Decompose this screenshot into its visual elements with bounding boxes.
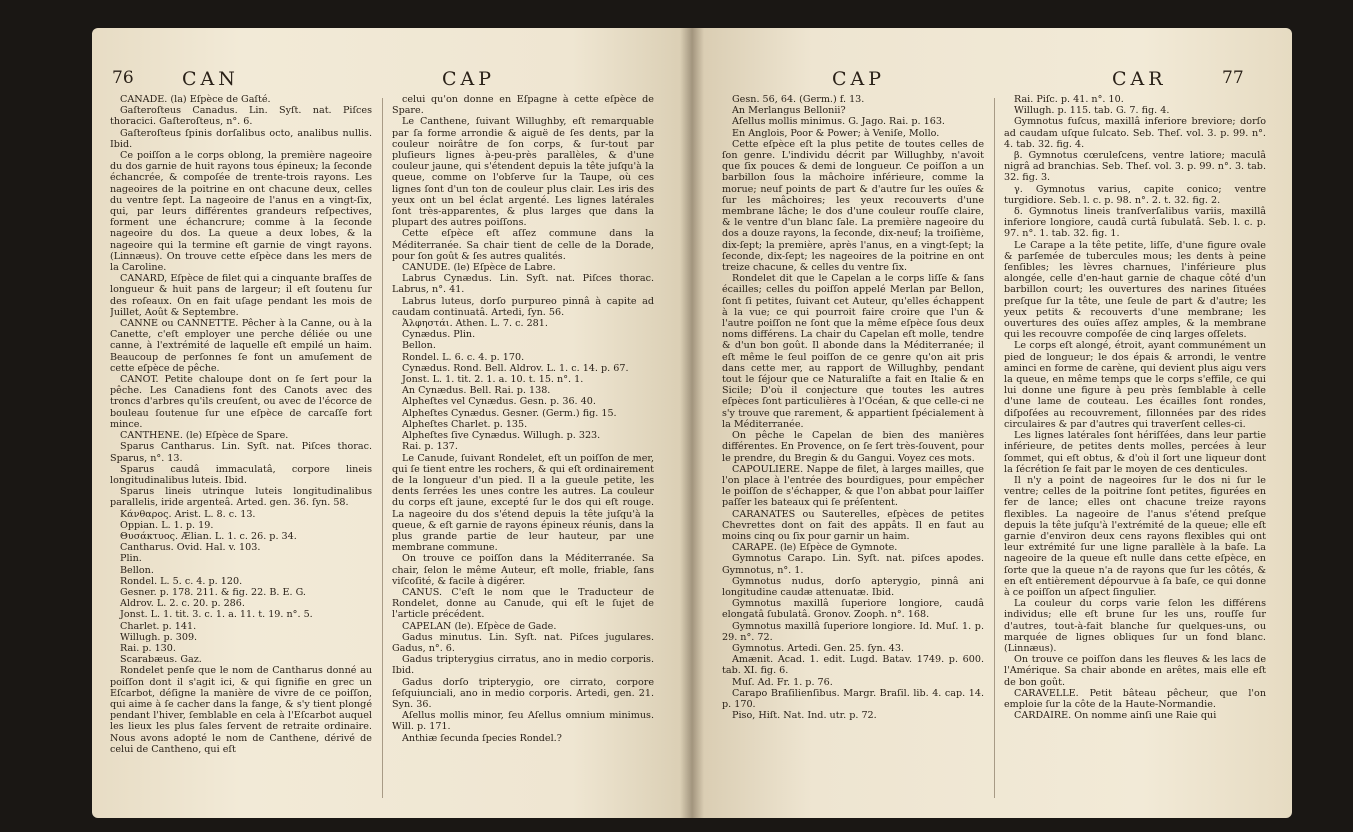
running-head-left: CAP (832, 68, 886, 90)
text-paragraph: CARAPE. (le) Eſpèce de Gymnote. (732, 542, 898, 554)
text-paragraph: Sparus Cantharus. Lin. Syſt. nat. Piſces thorac. Sparus, n°. 13. (110, 441, 372, 464)
text-paragraph: Gymnotus nudus, dorſo apterygio, pinnâ ani longitudine caudæ attenuatæ. Ibid. (722, 575, 984, 598)
column-rule (382, 98, 383, 798)
text-paragraph: Muſ. Ad. Fr. 1. p. 76. (732, 676, 833, 688)
text-paragraph: Les lignes latérales ſont hériſſées, dans leur partie inférieure, de petites dents molles, percées à leur ſommet, qui eſt obtus, & d'où il ſort une liqueur dont la ſécrétion ſe fait par le moyen de ces denticules. (1004, 430, 1266, 475)
left-page-column-2 (392, 94, 654, 804)
text-paragraph: Alpheſtes vel Cynædus. Gesn. p. 36. 40. (402, 396, 596, 408)
text-paragraph: Gadus minutus. Lin. Syſt. nat. Piſces jugulares. Gadus, n°. 6. (392, 631, 654, 654)
left-page-column-1 (110, 94, 372, 804)
running-head-right: CAP (442, 68, 496, 90)
right-page-column-1 (722, 94, 984, 804)
text-paragraph: Piso, Hiſt. Nat. Ind. utr. p. 72. (732, 710, 877, 722)
text-paragraph: Amænit. Acad. 1. edit. Lugd. Batav. 1749. p. 600. tab. XI. fig. 6. (722, 654, 984, 677)
text-paragraph: Gesn. 56, 64. (Germ.) f. 13. (732, 94, 865, 105)
text-paragraph: Aſellus mollis minimus. G. Jago. Rai. p. 163. (732, 116, 945, 128)
text-paragraph: Aſellus mollis minor, ſeu Aſellus omnium minimus. Will. p. 171. (392, 710, 654, 733)
text-paragraph: Alpheſtes Cynædus. Gesner. (Germ.) fig. 15. (402, 407, 617, 419)
text-paragraph: Rondelet penſe que le nom de Cantharus donné au poiſſon dont il s'agit ici, & qui ſignifie en grec un Eſcarbot, déſigne la manière de vivre de ce poiſſon, qui aime à ſe cacher dans la fange, & s'y tient plongé pendant l'hiver, ſemblable en cela à l'Eſcarbot auquel les lieux les plus ſales ſervent de retraite ordinaire. Nous avons adopté le nom de Canthene, dérivé de celui de Cantheno, qui eſt (110, 665, 372, 755)
text-paragraph: Gadus tripterygius cirratus, ano in medio corporis. Ibid. (392, 654, 654, 677)
text-paragraph: Willugh. p. 309. (120, 631, 198, 643)
text-paragraph: β. Gymnotus cœruleſcens, ventre latiore; maculâ nigrâ ad branchias. Seb. Theſ. vol. 3. p. 99. n°. 3. tab. 32. fig. 3. (1004, 150, 1266, 184)
text-paragraph: Jonst. L. 1. tit. 3. c. 1. a. 11. t. 19. n°. 5. (120, 609, 313, 621)
text-paragraph: Bellon. (120, 564, 154, 576)
text-paragraph: Le Canthene, ſuivant Willughby, eſt remarquable par ſa forme arrondie & aiguë de ſes dents, par la couleur noirâtre de ſon corps, & ſur-tout par pluſieurs lignes à-peu-près parallèles, & d'une couleur jaune, qui s'étendent depuis la tête juſqu'à la queue, comme on l'obſerve ſur la Taupe, où ces lignes ſont d'un ton de couleur plus clair. Les iris des yeux ont un bel éclat argenté. Les lignes latérales ſont très-apparentes, & plus larges que dans la plupart des autres poiſſons. (392, 116, 654, 229)
text-paragraph: Ἀλφηστάι. Athen. L. 7. c. 281. (402, 318, 548, 330)
text-paragraph: CANTHENE. (le) Eſpèce de Spare. (120, 430, 289, 442)
text-paragraph: On trouve ce poiſſon dans la Méditerranée. Sa chair, ſelon le même Auteur, eſt molle, friable, ſans viſcoſité, & facile à digérer. (392, 553, 654, 587)
text-paragraph: Gymnotus fuſcus, maxillâ inferiore breviore; dorſo ad caudam uſque ſulcato. Seb. Theſ. vol. 3. p. 99. n°. 4. tab. 32. fig. 4. (1004, 116, 1266, 150)
left-page-header (112, 68, 652, 96)
text-paragraph: Sparus lineis utrinque luteis longitudinalibus parallelis, iride argenteâ. Arted. gen. 36. ſyn. 58. (110, 486, 372, 509)
text-paragraph: γ. Gymnotus varius, capite conico; ventre turgidiore. Seb. l. c. p. 98. n°. 2. t. 32. fig. 2. (1004, 183, 1266, 206)
text-paragraph: Cynædus. Plin. (402, 329, 476, 341)
text-paragraph: Gaſteroſteus ſpinis dorſalibus octo, analibus nullis. Ibid. (110, 127, 372, 150)
text-paragraph: CARAVELLE. Petit bâteau pêcheur, que l'on emploie ſur la côte de la Haute-Normandie. (1004, 687, 1266, 710)
text-paragraph: Gesner. p. 178. 211. & fig. 22. B. E. G. (120, 586, 306, 598)
text-paragraph: Θυσάκτυος. Ælian. L. 1. c. 26. p. 34. (120, 530, 297, 542)
text-paragraph: Κάνθαρος. Arist. L. 8. c. 13. (120, 508, 256, 520)
text-paragraph: Gymnotus maxillâ ſuperiore longiore. Id. Muſ. 1. p. 29. n°. 72. (722, 620, 984, 643)
text-paragraph: Rondel. L. 5. c. 4. p. 120. (120, 575, 243, 587)
right-page (692, 28, 1292, 818)
text-paragraph: Cette eſpèce eſt aſſez commune dans la Méditerranée. Sa chair tient de celle de la Dorade, pour ſon goût & ſes autres qualités. (392, 228, 654, 262)
text-paragraph: Le Canude, ſuivant Rondelet, eſt un poiſſon de mer, qui ſe tient entre les rochers, & qui eſt ordinairement de la longueur d'un pied. Il a la gueule petite, les dents ſerrées les unes contre les autres. La couleur du corps eſt jaune, excepté ſur le dos qui eſt rouge. La nageoire du dos s'étend depuis la tête juſqu'à la queue, & eſt garnie de rayons épineux réunis, dans la plus grande partie de leur hauteur, par une membrane commune. (392, 452, 654, 554)
text-paragraph: CANARD, Eſpèce de filet qui a cinquante braſſes de longueur & huit pans de largeur; il eſt ſoutenu ſur des roſeaux. On en fait uſage pendant les mois de Juillet, Août & Septembre. (110, 273, 372, 318)
text-paragraph: Plin. (120, 553, 142, 565)
text-paragraph: CANUDE. (le) Eſpèce de Labre. (402, 262, 556, 274)
text-paragraph: Labrus luteus, dorſo purpureo pinnâ à capite ad caudam continuatâ. Artedi, ſyn. 56. (392, 295, 654, 318)
text-paragraph: Scarabæus. Gaz. (120, 654, 202, 666)
text-paragraph: Rai. p. 130. (120, 642, 176, 654)
text-paragraph: CAPOULIERE. Nappe de filet, à larges mailles, que l'on place à l'entrée des bourdigues, pour empêcher le poiſſon de s'échapper, & que l'on abbat pour laiſſer paſſer les bateaux qui ſe préſentent. (722, 463, 984, 509)
text-paragraph: Anthiæ ſecunda ſpecies Rondel.? (402, 732, 562, 744)
text-paragraph: Rai. p. 137. (402, 441, 458, 453)
text-paragraph: CANNE ou CANNETTE. Pêcher à la Canne, ou à la Canette, c'eſt employer une perche déliée ou une canne, à l'extrémité de laquelle eſt empilé un haim. Beaucoup de perſonnes ſe font un amuſement de cette eſpèce de pêche. (110, 318, 372, 374)
text-paragraph: Gymnotus Carapo. Lin. Syſt. nat. piſces apodes. Gymnotus, n°. 1. (722, 553, 984, 576)
text-paragraph: Rondel. L. 6. c. 4. p. 170. (402, 351, 525, 363)
text-paragraph: Cette eſpèce eſt la plus petite de toutes celles de ſon genre. L'individu décrit par Willughby, n'avoit que ſix pouces & demi de longueur. Ce poiſſon a un barbillon ſous la mâchoire inférieure, comme la morue; neuf points de part & d'autre ſur les ouïes & ſur les mâchoires; les yeux recouverts d'une membrane lâche; le dos d'une couleur rouſſe claire, & le ventre d'un blanc ſale. La première nageoire du dos a douze rayons, la ſeconde, dix-neuf; la troiſième, dix-ſept; la première, après l'anus, en a vingt-ſept; la ſeconde, dix-ſept; les nageoires de la poitrine en ont treize chacune, & celles du ventre ſix. (722, 138, 984, 274)
column-rule (994, 98, 995, 798)
text-paragraph: CANUS. C'eſt le nom que le Traducteur de Rondelet, donne au Canude, qui eſt le ſujet de l'article précédent. (392, 586, 654, 621)
page-number: 77 (1222, 68, 1244, 88)
text-paragraph: Gaſteroſteus Canadus. Lin. Syſt. nat. Piſces thoracici. Gaſteroſteus, n°. 6. (110, 105, 372, 128)
text-paragraph: En Anglois, Poor & Power; à Veniſe, Mollo. (732, 127, 940, 139)
text-paragraph: Bellon. (402, 340, 436, 352)
page-number: 76 (112, 68, 134, 88)
text-paragraph: On trouve ce poiſſon dans les fleuves & les lacs de l'Amérique. Sa chair abonde en arêtes, mais elle eſt de bon goût. (1004, 654, 1266, 688)
text-paragraph: celui qu'on donne en Eſpagne à cette eſpèce de Spare. (392, 94, 654, 117)
text-paragraph: Sparus caudâ immaculatâ, corpore lineis longitudinalibus luteis. Ibid. (110, 463, 372, 486)
text-paragraph: Gymnotus. Artedi. Gen. 25. ſyn. 43. (732, 642, 904, 654)
text-paragraph: Il n'y a point de nageoires ſur le dos ni ſur le ventre; celles de la poitrine ſont petites, figurées en fer de lance; elles ont chacune treize rayons flexibles. La nageoire de l'anus s'étend preſque depuis la tête juſqu'à l'extrémité de la queue; elle eſt garnie d'environ deux cens rayons flexibles qui ont leur extrémité ſur une ligne parallèle à la baſe. La nageoire de la queue eſt nulle dans cette eſpèce, en ſorte que la queue n'a de rayons que ſur les côtés, & en eſt entièrement dépourvue à ſa baſe, ce qui donne à ce poiſſon un aſpect ſingulier. (1004, 474, 1266, 598)
text-paragraph: CANADE. (la) Eſpèce de Gaſté. (120, 94, 271, 105)
text-paragraph: La couleur du corps varie ſelon les différens individus; elle eſt brune ſur les uns, rouſſe ſur d'autres, tout-à-fait blanche ſur quelques-uns, ou marquée de lignes obliques ſur un fond blanc. (Linnæus). (1004, 598, 1266, 654)
book-gutter (680, 28, 704, 818)
text-paragraph: Jonst. L. 1. tit. 2. 1. a. 10. t. 15. n°. 1. (402, 374, 584, 386)
text-paragraph: Le corps eſt alongé, étroit, ayant communément un pied de longueur; le dos épais & arrondi, le ventre aminci en forme de carène, qui devient plus aigu vers la queue, en même temps que le corps s'effile, ce qui lui donne une figure à peu près ſemblable à celle d'une lame de couteau. Les écailles ſont rondes, diſpoſées au recouvrement, ſillonnées par des rides circulaires & par d'autres qui traverſent celles-ci. (1004, 340, 1266, 430)
left-page (92, 28, 692, 818)
text-paragraph: Willugh. p. 115. tab. G. 7. fig. 4. (1014, 105, 1170, 117)
text-paragraph: Cantharus. Ovid. Hal. v. 103. (120, 542, 261, 554)
running-head-left: CAN (182, 68, 239, 90)
right-page-header (722, 68, 1262, 96)
text-paragraph: Aldrov. L. 2. c. 20. p. 286. (120, 598, 245, 610)
text-paragraph: Rondelet dit que le Capelan a le corps liſſe & ſans écailles; celles du poiſſon appelé Merlan par Bellon, ſont ſi petites, ſuivant cet Auteur, qu'elles échappent à la vue; ce qui pourroit faire croire que l'un & l'autre poiſſon ne ſont que la même eſpèce ſous deux noms différens. La chair du Capelan eſt molle, tendre & d'un bon goût. Il abonde dans la Méditerranée; il eſt même le ſeul poiſſon de ce genre qu'on ait pris dans cette mer, au rapport de Willughby, pendant tout le ſéjour que ce Naturaliſte a fait en Italie & en Sicile; D'où il conjecture que toutes les autres eſpèces ſont particulières à l'Océan, & que celle-ci ne s'y trouve que rarement, & appartient ſpécialement à la Méditerranée. (722, 273, 984, 430)
book-spread (92, 28, 1292, 818)
text-paragraph: CARANATES ou Sauterelles, eſpèces de petites Chevrettes dont on fait des appâts. Il en faut au moins cinq ou ſix pour garnir un haim. (722, 508, 984, 542)
right-page-column-2 (1004, 94, 1266, 804)
running-head-right: CAR (1112, 68, 1167, 90)
text-paragraph: Oppian. L. 1. p. 19. (120, 519, 214, 531)
text-paragraph: Rai. Piſc. p. 41. n°. 10. (1014, 94, 1124, 105)
text-paragraph: CAPELAN (le). Eſpèce de Gade. (402, 620, 557, 632)
text-paragraph: An Merlangus Bellonii? (732, 105, 846, 117)
text-paragraph: Labrus Cynædus. Lin. Syſt. nat. Piſces thorac. Labrus, n°. 41. (392, 273, 654, 296)
text-paragraph: δ. Gymnotus lineis tranſverſalibus variis, maxillâ inferiore longiore, caudâ curtâ ſubulatâ. Seb. l. c. p. 97. n°. 1. tab. 32. fig. 1. (1004, 206, 1266, 240)
text-paragraph: Ce poiſſon a le corps oblong, la première nageoire du dos garnie de huit rayons tous épineux; la ſeconde échancrée, & compoſée de trente-trois rayons. Les nageoires de la poitrine en ont chacune deux, celles du ventre ſept. La nageoire de l'anus en a vingt-ſix, qui, par leurs différentes grandeurs reſpectives, forment une échancrure; comme à la ſeconde nageoire du dos. La queue a deux lobes, & la nageoire qui la termine eſt garnie de vingt rayons. (Linnæus). On trouve cette eſpèce dans les mers de la Caroline. (110, 150, 372, 274)
text-paragraph: CARDAIRE. On nomme ainſi une Raie qui (1014, 710, 1217, 722)
text-paragraph: Gymnotus maxillâ ſuperiore longiore, caudâ elongatâ ſubulatâ. Gronov. Zooph. n°. 168. (722, 598, 984, 621)
text-paragraph: Alpheſtes Charlet. p. 135. (402, 418, 528, 430)
text-paragraph: Le Carape a la tête petite, liſſe, d'une figure ovale & parſemée de tubercules mous; les dents à peine ſenſibles; les lèvres charnues, l'inférieure plus alongée, celle d'en-haut garnie de chaque côté d'un barbillon court; les ouvertures des narines ſituées preſque ſur la tête, une ſeule de part & d'autre; les yeux petits & recouverts d'une membrane; les ouvertures des ouïes aſſez amples, & la membrane qui les recouvre compoſée de cinq larges oſſelets. (1004, 239, 1266, 341)
text-paragraph: Charlet. p. 141. (120, 620, 197, 632)
text-paragraph: CANOT. Petite chaloupe dont on ſe ſert pour la pêche. Les Canadiens font des Canots avec des troncs d'arbres qu'ils creuſent, ou avec de l'écorce de bouleau ſoutenue ſur une eſpèce de carcaſſe fort mince. (110, 374, 372, 430)
text-paragraph: Cynædus. Rond. Bell. Aldrov. L. 1. c. 14. p. 67. (402, 362, 629, 374)
text-paragraph: Alpheſtes ſive Cynædus. Willugh. p. 323. (402, 430, 601, 442)
text-paragraph: Carapo Braſilienſibus. Margr. Braſil. lib. 4. cap. 14. p. 170. (722, 687, 984, 710)
text-paragraph: An Cynædus. Bell. Rai. p. 138. (402, 385, 551, 397)
text-paragraph: On pêche le Capelan de bien des manières différentes. En Provence, on ſe ſert très-ſouvent, pour le prendre, du Bregin & du Gangui. Voyez ces mots. (722, 430, 984, 464)
text-paragraph: Gadus dorſo tripterygio, ore cirrato, corpore ſeſquiunciali, ano in medio corporis. Artedi, gen. 21. Syn. 36. (392, 676, 654, 710)
